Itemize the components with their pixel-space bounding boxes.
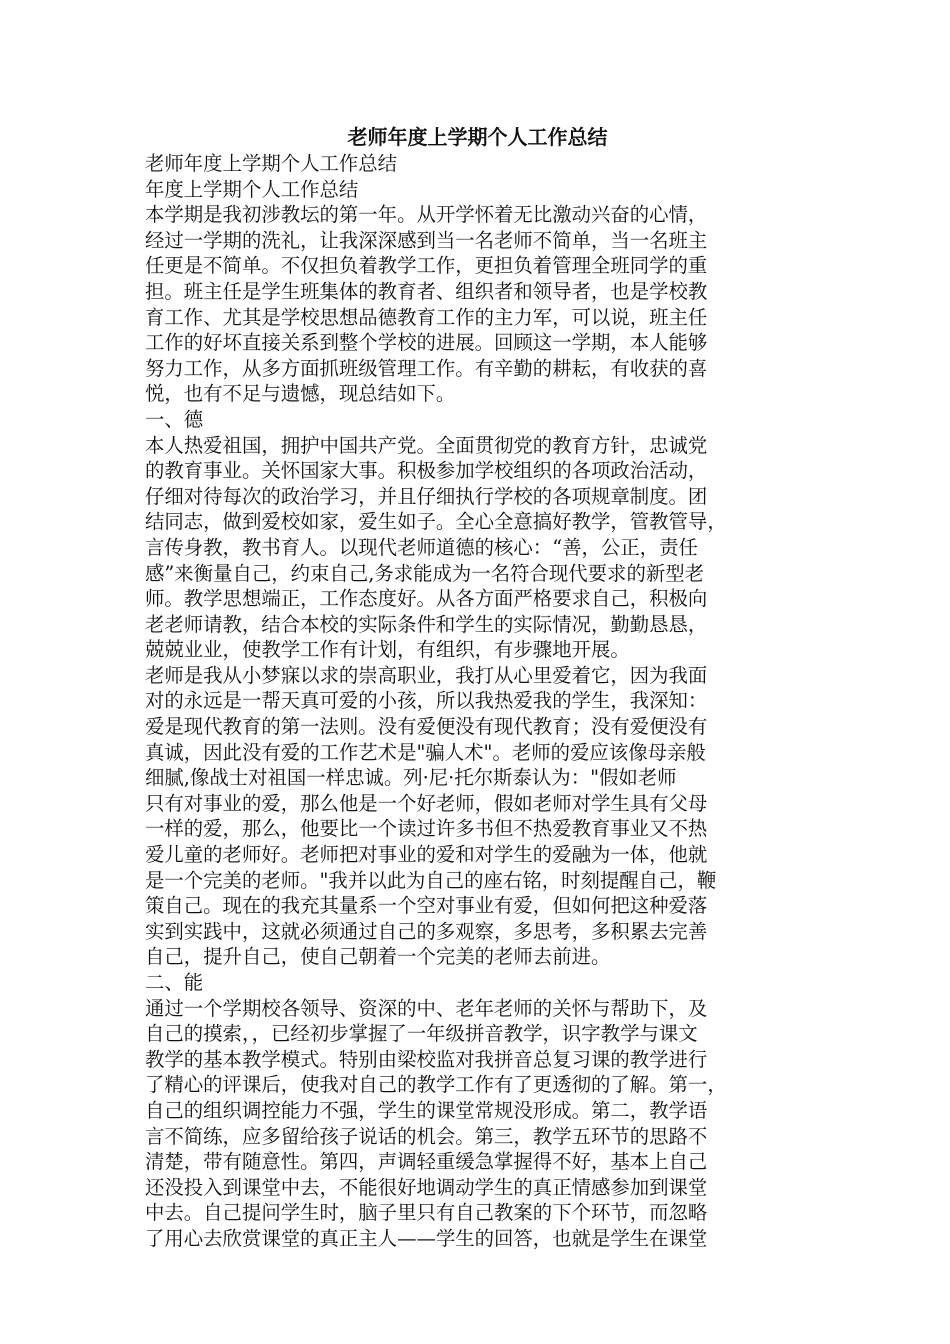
document-page [145, 124, 810, 1252]
document-line: 老师是我从小梦寐以求的崇高职业，我打从心里爱着它，因为我面 [145, 663, 708, 687]
document-line: 育工作、尤其是学校思想品德教育工作的主力军，可以说，班主任 [145, 305, 708, 329]
document-line: 教学的基本教学模式。特别由梁校监对我拼音总复习课的教学进行 [145, 1047, 708, 1071]
document-line: 自己的组织调控能力不强，学生的课堂常规没形成。第二，教学语 [145, 1098, 708, 1122]
document-line: 担。班主任是学生班集体的教育者、组织者和领导者，也是学校教 [145, 279, 708, 303]
document-line: 悦，也有不足与遗憾，现总结如下。 [145, 382, 456, 406]
document-line: 爱儿童的老师好。老师把对事业的爱和对学生的爱融为一体，他就 [145, 843, 708, 867]
document-line: 了用心去欣赏课堂的真正主人——学生的回答，也就是学生在课堂 [145, 1226, 708, 1250]
document-line: 细腻,像战士对祖国一样忠诚。列·尼·托尔斯泰认为："假如老师 [145, 766, 677, 790]
document-line: 二、能 [145, 971, 204, 994]
document-line: 了精心的评课后，使我对自己的教学工作有了更透彻的了解。第一， [145, 1073, 727, 1097]
document-line: 的教育事业。关怀国家大事。积极参加学校组织的各项政治活动， [145, 459, 708, 483]
document-line: 自己，提升自己，使自己朝着一个完美的老师去前进。 [145, 945, 611, 969]
document-line: 师。教学思想端正，工作态度好。从各方面严格要求自己，积极向 [145, 587, 708, 611]
document-line: 策自己。现在的我充其量系一个空对事业有爱，但如何把这种爱落 [145, 894, 708, 918]
document-line: 本学期是我初涉教坛的第一年。从开学怀着无比激动兴奋的心情， [145, 203, 708, 227]
document-title: 老师年度上学期个人工作总结 [347, 125, 608, 149]
document-line: 老师年度上学期个人工作总结 [145, 152, 398, 175]
document-line: 言不简练，应多留给孩子说话的机会。第三，教学五环节的思路不 [145, 1124, 708, 1148]
document-line: 任更是不简单。不仅担负着教学工作，更担负着管理全班同学的重 [145, 254, 708, 278]
document-line: 言传身教，教书育人。以现代老师道德的核心：“善，公正，责任 [145, 535, 698, 559]
document-line: 只有对事业的爱，那么他是一个好老师，假如老师对学生具有父母 [145, 791, 708, 815]
document-line: 通过一个学期校各领导、资深的中、老年老师的关怀与帮助下，及 [145, 996, 708, 1020]
document-line: 真诚，因此没有爱的工作艺术是"骗人术"。老师的爱应该像母亲般 [145, 740, 706, 764]
document-line: 经过一学期的洗礼，让我深深感到当一名老师不简单，当一名班主 [145, 228, 708, 252]
document-line: 中去。自己提问学生时，脑子里只有自己教案的下个环节，而忽略 [145, 1201, 708, 1225]
document-line: 兢兢业业，使教学工作有计划，有组织，有步骤地开展。 [145, 638, 630, 662]
document-body [145, 151, 810, 1252]
document-line: 结同志，做到爱校如家，爱生如子。全心全意搞好教学，管教管导， [145, 510, 727, 534]
document-line: 年度上学期个人工作总结 [145, 177, 359, 201]
document-line: 是一个完美的老师。"我并以此为自己的座右铭，时刻提醒自己，鞭 [145, 868, 717, 892]
document-line: 努力工作，从多方面抓班级管理工作。有辛勤的耕耘，有收获的喜 [145, 356, 708, 380]
document-line: 老老师请教，结合本校的实际条件和学生的实际情况，勤勤恳恳， [145, 612, 708, 636]
document-line: 清楚，带有随意性。第四，声调轻重缓急掌握得不好，基本上自己 [145, 1150, 708, 1174]
document-line: 感”来衡量自己，约束自己,务求能成为一名符合现代要求的新型老 [145, 561, 705, 585]
document-line: 爱是现代教育的第一法则。没有爱便没有现代教育；没有爱便没有 [145, 715, 708, 739]
document-line: 工作的好坏直接关系到整个学校的进展。回顾这一学期，本人能够 [145, 331, 708, 355]
document-line: 实到实践中，这就必须通过自己的多观察，多思考，多积累去完善 [145, 919, 708, 943]
document-line: 一、德 [145, 407, 204, 431]
document-line: 还没投入到课堂中去，不能很好地调动学生的真正情感参加到课堂 [145, 1175, 708, 1199]
document-line: 一样的爱，那么，他要比一个读过许多书但不热爱教育事业又不热 [145, 817, 708, 841]
document-line: 仔细对待每次的政治学习，并且仔细执行学校的各项规章制度。团 [145, 484, 708, 508]
document-line: 对的永远是一帮天真可爱的小孩，所以我热爱我的学生，我深知： [145, 689, 708, 713]
document-line: 本人热爱祖国，拥护中国共产党。全面贯彻党的教育方针，忠诚党 [145, 433, 708, 457]
document-line: 自己的摸索，，已经初步掌握了一年级拼音教学，识字教学与课文 [145, 1022, 698, 1046]
